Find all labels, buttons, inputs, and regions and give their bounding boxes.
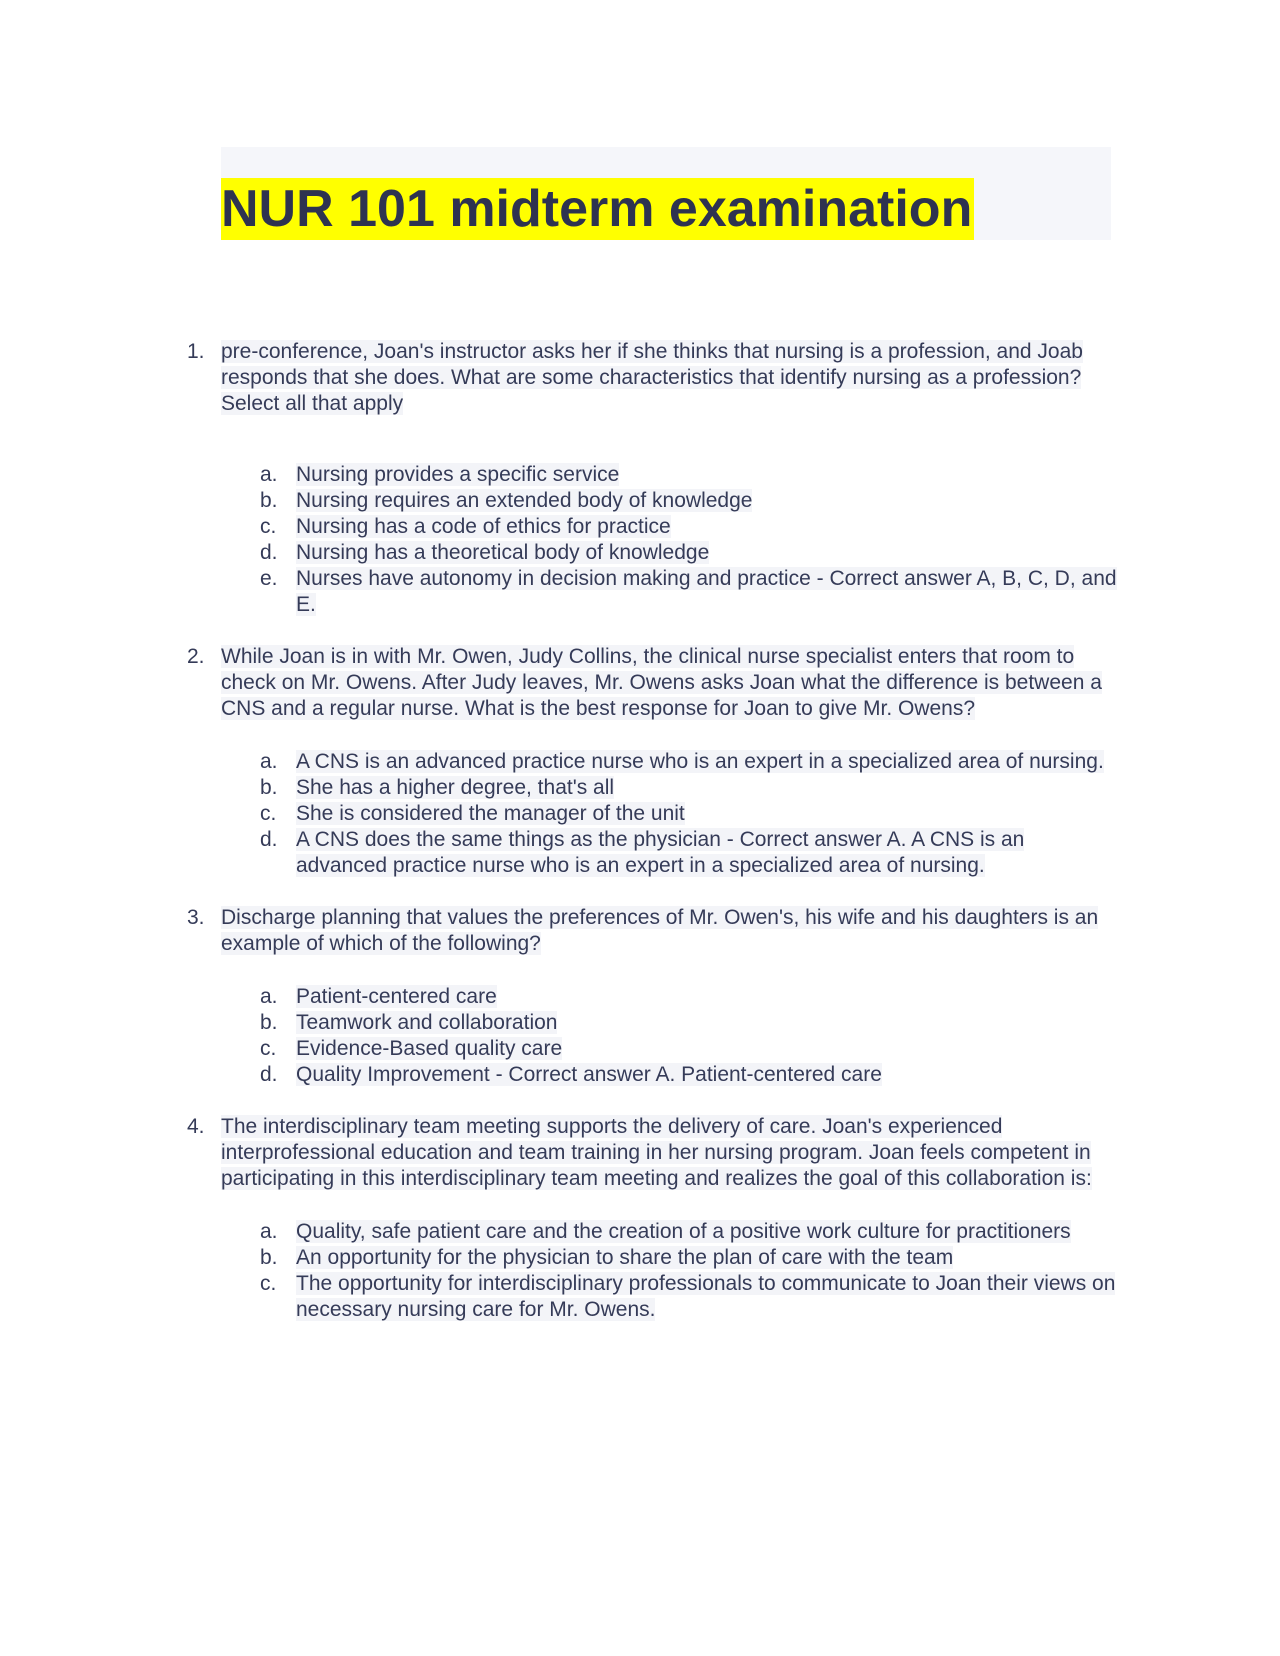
option-text: Nursing provides a specific service (296, 463, 620, 486)
question-text: Discharge planning that values the preferences of Mr. Owen's, his wife and his daughters is an example of which of the following? (221, 906, 1099, 955)
option-letter: c. (260, 515, 277, 538)
answer-option (221, 566, 1117, 618)
question-item (187, 1114, 1117, 1323)
option-text: Evidence-Based quality care (296, 1037, 563, 1060)
title-block (221, 147, 1111, 240)
option-letter: c. (260, 1272, 277, 1295)
option-letter: b. (260, 1011, 278, 1034)
option-text: Quality Improvement - Correct answer A. Patient-centered care (296, 1063, 882, 1086)
option-letter: c. (260, 802, 277, 825)
answer-option (221, 540, 1117, 566)
question-item (187, 644, 1117, 879)
answer-option (221, 749, 1117, 775)
option-letter: d. (260, 1063, 278, 1086)
option-text: Patient-centered care (296, 985, 497, 1008)
option-text: Nurses have autonomy in decision making and practice - Correct answer A, B, C, D, and E. (296, 567, 1117, 616)
option-text: She is considered the manager of the unit (296, 802, 685, 825)
option-letter: b. (260, 776, 278, 799)
option-letter: c. (260, 1037, 277, 1060)
answer-option (221, 1219, 1117, 1245)
answer-option (221, 1271, 1117, 1323)
question-text: pre-conference, Joan's instructor asks her if she thinks that nursing is a profession, and Joab responds that she does. What are some characteristics that identify nursing as a profession? Select all that apply (221, 340, 1083, 415)
option-text: Teamwork and collaboration (296, 1011, 558, 1034)
answer-option (221, 775, 1117, 801)
option-text: A CNS is an advanced practice nurse who is an expert in a specialized area of nursing. (296, 750, 1104, 773)
question-number: 4. (187, 1115, 205, 1138)
answer-options (221, 749, 1117, 879)
answer-option (221, 488, 1117, 514)
option-text: A CNS does the same things as the physician - Correct answer A. A CNS is an advanced practice nurse who is an expert in a specialized area of nursing. (296, 828, 1025, 877)
question-number: 2. (187, 645, 205, 668)
option-letter: d. (260, 828, 278, 851)
answer-options (221, 462, 1117, 618)
option-text: Quality, safe patient care and the creation of a positive work culture for practitioners (296, 1220, 1071, 1243)
option-letter: b. (260, 1246, 278, 1269)
option-letter: b. (260, 489, 278, 512)
option-letter: a. (260, 1220, 278, 1243)
answer-options (221, 984, 1117, 1088)
option-text: She has a higher degree, that's all (296, 776, 615, 799)
option-letter: a. (260, 985, 278, 1008)
option-letter: a. (260, 750, 278, 773)
option-text: Nursing has a code of ethics for practice (296, 515, 671, 538)
answer-option (221, 801, 1117, 827)
question-item (187, 905, 1117, 1088)
option-text: Nursing has a theoretical body of knowledge (296, 541, 710, 564)
question-text: While Joan is in with Mr. Owen, Judy Collins, the clinical nurse specialist enters that room to check on Mr. Owens. After Judy leaves, Mr. Owens asks Joan what the difference is between a CNS and a regular nurse. What is the best response for Joan to give Mr. Owens? (221, 645, 1102, 720)
answer-option (221, 984, 1117, 1010)
document-title: NUR 101 midterm examination (221, 180, 973, 238)
question-number: 1. (187, 340, 205, 363)
answer-option (221, 1036, 1117, 1062)
option-text: Nursing requires an extended body of knowledge (296, 489, 753, 512)
option-text: An opportunity for the physician to share the plan of care with the team (296, 1246, 954, 1269)
option-letter: e. (260, 567, 278, 590)
question-text: The interdisciplinary team meeting supports the delivery of care. Joan's experienced interprofessional education and team training in her nursing program. Joan feels competent in participating in this interdisciplinary team meeting and realizes the goal of this collaboration is: (221, 1115, 1092, 1190)
answer-option (221, 827, 1117, 879)
answer-option (221, 1010, 1117, 1036)
answer-option (221, 462, 1117, 488)
option-letter: d. (260, 541, 278, 564)
question-item (187, 339, 1117, 618)
answer-option (221, 1245, 1117, 1271)
option-text: The opportunity for interdisciplinary professionals to communicate to Joan their views on necessary nursing care for Mr. Owens. (296, 1272, 1116, 1321)
question-number: 3. (187, 906, 205, 929)
question-list (187, 339, 1117, 1349)
option-letter: a. (260, 463, 278, 486)
answer-option (221, 514, 1117, 540)
answer-options (221, 1219, 1117, 1323)
answer-option (221, 1062, 1117, 1088)
